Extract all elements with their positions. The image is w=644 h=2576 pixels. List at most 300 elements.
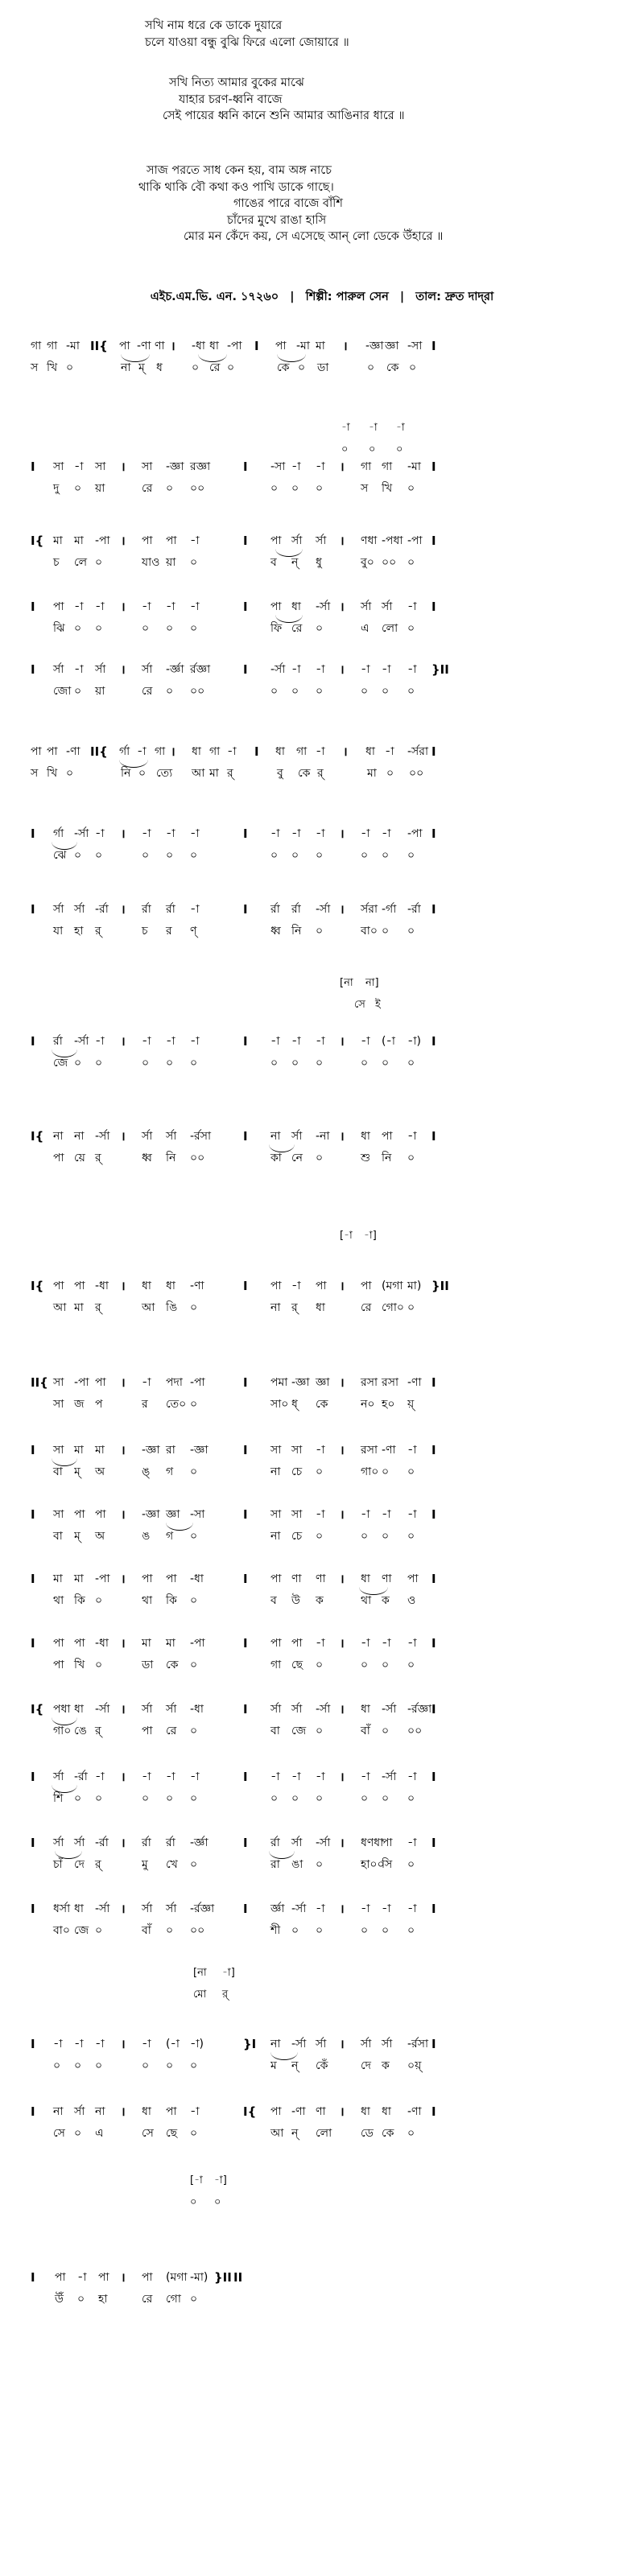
notation-system: [0, 457, 644, 501]
lyric-syllable: ০: [407, 1924, 415, 1937]
swara-note: র্সা: [142, 663, 153, 676]
swara-note: না: [53, 2105, 64, 2118]
lyric-syllable: ০: [291, 1924, 299, 1937]
swara-note: -র্সা: [270, 663, 286, 676]
swara-note: মা): [407, 1280, 422, 1292]
bar-line: I: [243, 1034, 248, 1049]
bar-line: I: [31, 662, 35, 677]
lyric-syllable: কি: [74, 1594, 85, 1607]
swara-note: -র্সা: [316, 1836, 331, 1849]
swara-note: -া): [190, 2038, 204, 2050]
lyric-syllable: ০: [74, 482, 82, 495]
swara-note: জ্ঞা: [166, 1508, 180, 1521]
lyric-syllable: ০: [74, 849, 82, 862]
swara-row: [0, 1767, 644, 1789]
lyric-syllable: ঙা: [291, 1858, 303, 1871]
lyric-syllable: ০: [361, 849, 369, 862]
swara-note: -র্সা: [74, 1035, 89, 1048]
swara-note: পা: [270, 2105, 282, 2118]
lyric-syllable: ০: [382, 1659, 390, 1671]
lyric-syllable: ০: [190, 1792, 198, 1805]
lyric-syllable: ব: [270, 556, 277, 569]
lyric-syllable: ০: [407, 1152, 415, 1164]
lyric-syllable: ০: [291, 849, 299, 862]
lyric-syllable: ০: [190, 622, 198, 635]
lyric-syllable: যাও: [142, 556, 160, 569]
bar-line: I: [243, 902, 248, 917]
lyric-syllable: ধ্ব: [270, 925, 281, 938]
swara-note: পা: [166, 1572, 177, 1585]
swara-note: র্সা: [166, 1130, 177, 1143]
lyric-syllable: ০: [227, 361, 235, 374]
swara-note: পা: [47, 745, 58, 758]
lyric-syllable: ০: [382, 925, 390, 938]
bar-line: II: [233, 2270, 243, 2285]
notation-system: [0, 1032, 644, 1075]
swara-row: [0, 531, 644, 553]
swara-note: -ণা: [291, 2105, 306, 2118]
swara-row: [0, 900, 644, 921]
bar-line: ।: [121, 2270, 126, 2285]
lyric-syllable: ০: [142, 849, 150, 862]
lyric-line: যাহার চরণ-ধ্বনি বাজে: [179, 93, 283, 106]
swara-note: -ণা: [66, 745, 80, 758]
notation-system: [0, 1569, 644, 1613]
swara-note: ধা: [361, 1572, 370, 1585]
swara-note: না: [74, 1130, 85, 1143]
swara-note: -া: [382, 827, 391, 840]
swara-note: -র্সা: [382, 1703, 397, 1716]
lyric-syllable: ০: [166, 2059, 174, 2072]
swara-note: -ধা: [95, 1637, 109, 1650]
swara-row: [0, 2034, 644, 2056]
swara-note: ণা: [316, 1572, 326, 1585]
lyric-syllable: ০: [291, 1057, 299, 1070]
swara-note: মা: [74, 1444, 84, 1457]
lyric-syllable: থা: [142, 1594, 153, 1607]
lyric-syllable: র: [142, 1398, 148, 1411]
lyric-syllable: না: [121, 361, 131, 374]
swara-note: র্সা: [53, 1836, 64, 1849]
bar-line: I: [431, 1636, 436, 1651]
lyric-syllable: পা: [53, 1659, 64, 1671]
lyric-syllable: ০: [142, 1057, 150, 1070]
lyric-syllable: জে: [53, 1057, 68, 1070]
lyric-syllable: ০: [407, 2127, 415, 2140]
lyric-syllable: রে: [166, 1725, 177, 1737]
lyric-syllable: ০: [382, 1057, 390, 1070]
swara-note: -া: [316, 1770, 325, 1783]
bar-line: ।: [121, 460, 126, 474]
swara-note: গা: [209, 745, 221, 758]
bar-line: ।: [340, 1770, 345, 1784]
swara-note: র্সা: [291, 1703, 303, 1716]
lyric-syllable: লে: [74, 556, 88, 569]
swara-note: রা: [166, 1444, 175, 1457]
bar-line: ।: [340, 2037, 345, 2051]
bar-line: ।: [340, 460, 345, 474]
swara-note: -া: [95, 827, 105, 840]
bracket-mark: -া]: [364, 1230, 377, 1242]
bracket-mark: র্‌: [222, 1989, 229, 2001]
swara-note: রসা: [361, 1444, 378, 1457]
swara-note: মা: [53, 1572, 63, 1585]
swara-note: -া: [407, 1130, 417, 1143]
lyric-syllable: প: [95, 1398, 103, 1411]
bar-line: I: [243, 460, 248, 474]
swara-note: পধা: [53, 1703, 71, 1716]
swara-note: -ণা: [407, 1376, 422, 1389]
lyric-syllable: বা: [53, 1465, 63, 1478]
swara-note: (মগা: [166, 2271, 188, 2284]
swara-note: র্সা: [291, 1130, 303, 1143]
lyric-syllable: রে: [291, 622, 303, 635]
lyric-syllable: ০: [190, 1858, 198, 1871]
swara-note: -মা: [66, 340, 80, 352]
notation-system: [0, 1373, 644, 1416]
swara-note: -া: [142, 1770, 151, 1783]
swara-note: -র্সা: [316, 903, 331, 916]
lyric-syllable-row: [0, 2290, 644, 2311]
bar-line: ।: [121, 1443, 126, 1457]
swara-note: র্গা: [119, 745, 130, 758]
bar-line: I: [431, 1702, 436, 1717]
lyric-syllable: মা: [74, 1301, 84, 1314]
lyric-syllable: ০: [166, 685, 174, 698]
lyric-syllable: ০: [316, 1465, 324, 1478]
lyric-syllable-row: [0, 1789, 644, 1811]
notation-system: [0, 336, 644, 380]
bar-line: I: [243, 1902, 248, 1916]
bar-line: ।: [340, 1129, 345, 1144]
lyric-syllable: ণ্‌: [190, 925, 197, 938]
swara-note: না: [270, 1130, 281, 1143]
lyric-syllable: ০: [316, 925, 324, 938]
swara-note: -া: [190, 2105, 200, 2118]
lyric-syllable: রে: [142, 482, 153, 495]
lyric-syllable: চ: [53, 556, 60, 569]
lyric-syllable: ০: [407, 685, 415, 698]
bar-line: I{: [31, 1279, 44, 1293]
lyric-syllable: ০: [95, 1659, 103, 1671]
swara-note: না: [95, 2105, 105, 2118]
lyric-syllable: ০: [316, 849, 324, 862]
lyric-syllable: র: [166, 925, 172, 938]
lyric-syllable-row: [0, 2124, 644, 2145]
bar-line: I: [431, 460, 436, 474]
bar-line: ।: [340, 1902, 345, 1916]
lyric-syllable: ০: [74, 2059, 82, 2072]
swara-note: -জ্ঞা: [190, 1444, 208, 1457]
lyric-syllable: হা০০: [361, 1858, 385, 1871]
lyric-syllable: ০: [316, 1152, 324, 1164]
swara-note: -পা: [190, 1637, 205, 1650]
lyric-syllable: নি: [291, 925, 302, 938]
bar-line: ।: [121, 1702, 126, 1717]
swara-note: -ধা: [192, 340, 205, 352]
lyric-syllable: ০: [74, 2127, 82, 2140]
lyric-syllable: কা: [270, 1152, 282, 1164]
bar-line: I: [431, 339, 436, 353]
swara-note: র্সা: [74, 903, 85, 916]
lyric-syllable: গা০: [53, 1725, 72, 1737]
lyric-syllable: ০: [190, 1301, 198, 1314]
bar-line: ।: [340, 1702, 345, 1717]
lyric-syllable: ০০: [409, 767, 424, 780]
lyric-syllable: ০: [190, 1530, 198, 1543]
lyrics-stanza-1: [145, 18, 349, 51]
lyric-syllable: ০: [95, 2059, 103, 2072]
swara-note: সা: [142, 460, 153, 473]
swara-note: -া: [407, 1444, 417, 1457]
bar-line: I: [431, 534, 436, 548]
swara-note: রসা: [361, 1376, 378, 1389]
swara-note: (-া: [382, 1035, 395, 1048]
lyric-line: সেই পায়ের ধ্বনি কানে শুনি আমার আঙিনার ধারে ॥: [163, 109, 405, 122]
lyric-syllable: ঙ: [142, 1530, 151, 1543]
lyric-syllable: গা: [270, 1659, 282, 1671]
lyric-syllable: ০: [74, 1792, 82, 1805]
swara-note: -র্সা: [382, 1770, 397, 1783]
bar-line: ।: [121, 534, 126, 548]
swara-note: -া: [316, 827, 325, 840]
swara-note: -া: [361, 1035, 370, 1048]
swara-note: ধা: [361, 1703, 370, 1716]
lyric-syllable: ০: [142, 2059, 150, 2072]
lyric-syllable: ০: [66, 767, 74, 780]
bar-line: I: [254, 339, 259, 353]
swara-note: মা: [95, 1444, 105, 1457]
lyric-syllable: ০: [190, 1465, 198, 1478]
bar-line: I: [243, 662, 248, 677]
swara-note: পা: [142, 2271, 153, 2284]
bar-line: I: [243, 1836, 248, 1850]
lyric-syllable: সা: [53, 1398, 64, 1411]
lyric-syllable: ডা: [317, 361, 329, 374]
lyric-syllable: জে: [291, 1725, 307, 1737]
bar-line: ।: [121, 2037, 126, 2051]
lyric-syllable-row: [0, 846, 644, 868]
lyric-syllable: বা০: [361, 925, 378, 938]
lyric-syllable-row: [0, 921, 644, 943]
record-number: এইচ.এম.ভি. এন. ১৭২৬০: [150, 291, 279, 303]
lyric-syllable: ০: [95, 1792, 103, 1805]
lyric-syllable: ০: [386, 767, 394, 780]
lyric-syllable: বা: [53, 1530, 63, 1543]
swara-note: -া: [190, 903, 200, 916]
lyric-syllable-row: [0, 358, 644, 380]
bar-line: ।: [340, 902, 345, 917]
lyric-syllable: ০: [95, 622, 103, 635]
lyric-syllable: ০: [407, 1530, 415, 1543]
lyric-syllable: খে: [166, 1858, 178, 1871]
swara-note: পা: [95, 1376, 106, 1389]
lyric-syllable: থা: [361, 1594, 372, 1607]
swara-note: -া: [166, 1770, 175, 1783]
lyric-syllable: আ: [142, 1301, 155, 1314]
swara-note: র্সা: [74, 2105, 85, 2118]
swara-note: -না: [316, 1130, 330, 1143]
swara-note: -র্গা: [382, 903, 397, 916]
lyric-syllable: বা০: [53, 1924, 70, 1937]
swara-note: -া: [95, 2038, 105, 2050]
swara-note: -র্সা: [291, 1902, 307, 1915]
bar-line: ।: [340, 1507, 345, 1522]
swara-note: র্সা: [382, 600, 393, 613]
swara-note: -া: [95, 1035, 105, 1048]
bar-line: I: [31, 1443, 35, 1457]
swara-row: [0, 597, 644, 619]
lyric-syllable: রা: [270, 1858, 280, 1871]
bar-line: II{: [90, 339, 108, 353]
swara-note: -ণা: [137, 340, 151, 352]
swara-note: -র্রা: [95, 1836, 109, 1849]
notation-system: [0, 2268, 644, 2311]
info-separator: |: [399, 291, 405, 303]
lyric-syllable: ফি: [270, 622, 283, 635]
bracket-mark: [না: [340, 977, 353, 989]
swara-row: [0, 336, 644, 358]
swara-note: মা: [166, 1637, 175, 1650]
swara-note: র্সা: [361, 600, 372, 613]
swara-note: ধা: [166, 1280, 175, 1292]
bar-line: ।: [121, 1375, 126, 1390]
lyric-syllable: ক: [382, 2059, 390, 2072]
lyric-line: সাজ পরতে সাধ কেন হয়, বাম অঙ্গ নাচে: [147, 164, 332, 177]
bar-line: I: [31, 1902, 35, 1916]
swara-note: সা: [95, 460, 106, 473]
lyric-syllable: ঙি: [166, 1301, 178, 1314]
swara-note: -া: [316, 663, 325, 676]
swara-note: -া: [190, 600, 200, 613]
lyric-line: সখি নিত্য আমার বুকের মাঝে: [169, 76, 304, 89]
notation-system: [0, 1964, 644, 2007]
lyric-syllable: জো: [53, 685, 72, 698]
singer-name: শিল্পী: পারুল সেন: [305, 291, 389, 303]
lyric-syllable: ক: [382, 1594, 390, 1607]
lyric-syllable: আ: [270, 2127, 284, 2140]
lyric-syllable: ০: [190, 1398, 198, 1411]
bar-line: ।: [121, 1836, 126, 1850]
lyric-syllable: ০: [316, 685, 324, 698]
bar-line: I: [243, 600, 248, 614]
lyric-syllable: কে: [298, 767, 311, 780]
swara-note: -া: [382, 663, 391, 676]
swara-note: গা: [296, 745, 308, 758]
swara-row: [0, 2268, 644, 2290]
lyric-syllable: ০: [407, 1465, 415, 1478]
swara-note: র্রা: [270, 1836, 280, 1849]
bar-line: I: [243, 1279, 248, 1293]
bracket-mark: ই: [375, 999, 381, 1011]
lyric-syllable: ০: [74, 685, 82, 698]
swara-note: র্সা: [291, 1836, 303, 1849]
swara-note: পা: [74, 1508, 85, 1521]
lyric-syllable: ০: [95, 556, 103, 569]
swara-note: -া: [316, 1035, 325, 1048]
lyric-syllable: জে: [74, 1924, 89, 1937]
swara-row: [0, 824, 644, 846]
swara-row: [0, 1899, 644, 1921]
bar-line: ।: [121, 1770, 126, 1784]
notation-system: [0, 2171, 644, 2215]
swara-note: -া: [291, 663, 301, 676]
swara-note: সা: [291, 1444, 303, 1457]
lyric-syllable: থা: [53, 1594, 64, 1607]
swara-row: [0, 1634, 644, 1655]
lyric-syllable: ব: [270, 1594, 277, 1607]
bar-line: I: [431, 826, 436, 841]
swara-note: (-া: [166, 2038, 180, 2050]
lyric-syllable: কেঁ: [316, 2059, 328, 2072]
lyric-syllable: ০: [166, 1792, 174, 1805]
swara-note: ণা: [382, 1572, 392, 1585]
lyric-syllable: ০: [407, 1792, 415, 1805]
lyric-syllable: ০: [166, 1924, 174, 1937]
lyric-syllable: কে: [316, 1398, 328, 1411]
swara-note: র্রজ্ঞা: [190, 663, 211, 676]
swara-note: -া: [361, 1637, 370, 1650]
lyric-syllable: ০: [407, 1057, 415, 1070]
bar-line: II{: [90, 744, 108, 759]
notation-system: [0, 1833, 644, 1877]
lyric-syllable: ০: [95, 1057, 103, 1070]
swara-note: ণধা: [361, 534, 378, 547]
bar-line: I{: [31, 1702, 44, 1717]
swara-note: -া: [407, 1508, 417, 1521]
lyric-syllable: ডে: [361, 2127, 374, 2140]
swara-note: গা: [31, 340, 42, 352]
lyric-syllable: মা: [367, 767, 377, 780]
swara-note: -ণা: [190, 1280, 204, 1292]
swara-note: -পা: [227, 340, 242, 352]
swara-note: পা: [55, 2271, 66, 2284]
lyric-syllable: র্‌: [317, 767, 324, 780]
swara-note: -া: [95, 600, 105, 613]
bar-line: I: [243, 1129, 248, 1144]
swara-note: র্রা: [166, 903, 175, 916]
swara-note: -া: [385, 745, 394, 758]
bar-line: ।: [343, 744, 348, 759]
lyric-syllable: ০: [142, 1792, 150, 1805]
lyric-syllable: য়্‌: [407, 1398, 415, 1411]
lyric-syllable: ম্‌: [74, 1465, 80, 1478]
bar-line: I: [243, 1702, 248, 1717]
lyric-syllable: ঝি: [53, 622, 65, 635]
swara-note: গা: [361, 460, 372, 473]
swara-note: ধা: [365, 745, 375, 758]
lyric-syllable: লো: [316, 2127, 332, 2140]
swara-note: -র্রা: [74, 1770, 88, 1783]
notation-system: [0, 597, 644, 641]
lyric-syllable: ০: [190, 2059, 198, 2072]
lyrics-stanza-2: [163, 75, 405, 125]
bracket-mark: ০: [190, 2196, 197, 2208]
swara-note: পা: [95, 1508, 106, 1521]
lyric-syllable: হা: [98, 2293, 108, 2306]
lyric-syllable: চে: [291, 1530, 303, 1543]
lyric-syllable: নি: [121, 767, 131, 780]
swara-note: -ণা: [407, 2105, 422, 2118]
swara-note: ধণধা: [361, 1836, 384, 1849]
swara-note: র্রা: [142, 1836, 151, 1849]
swara-note: -া: [166, 827, 175, 840]
swara-note: র্সা: [382, 2038, 393, 2050]
notation-system: [0, 742, 644, 785]
bar-line: ।: [121, 1902, 126, 1916]
bar-line: ।: [171, 339, 175, 353]
swara-note: -পা: [190, 1376, 205, 1389]
